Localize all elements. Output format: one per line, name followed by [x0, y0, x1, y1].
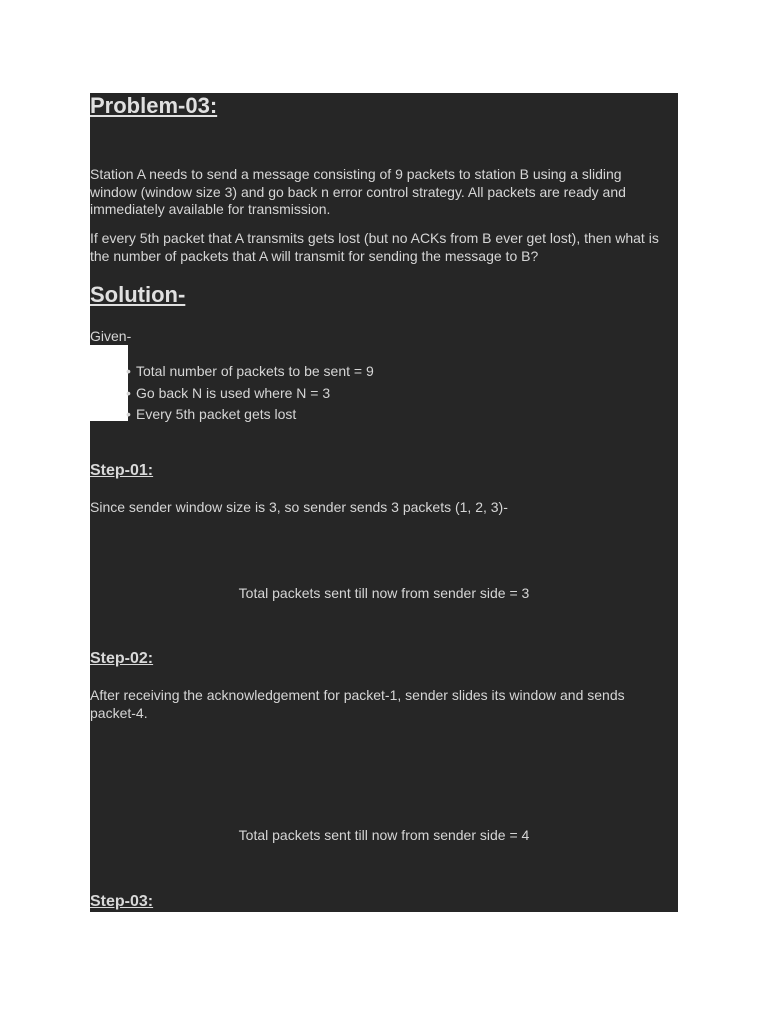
bullet-icon: • — [126, 363, 131, 379]
list-item: • Every 5th packet gets lost — [126, 404, 374, 426]
white-indent-block — [90, 345, 128, 421]
dark-content-block — [90, 93, 678, 912]
bullet-icon: • — [126, 406, 131, 422]
step-02-text: After receiving the acknowledgement for packet-1, sender slides its window and sends packet-4. — [90, 687, 625, 721]
step-01-text: Since sender window size is 3, so sender sends 3 packets (1, 2, 3)- — [90, 499, 508, 515]
problem-paragraph-2: If every 5th packet that A transmits gets lost (but no ACKs from B ever get lost), then what is the number of packets that A will transmit for sending the message to B? — [90, 230, 659, 264]
list-item: • Total number of packets to be sent = 9 — [126, 361, 374, 383]
given-list — [126, 361, 374, 426]
list-item: • Go back N is used where N = 3 — [126, 383, 374, 405]
bullet-icon: • — [126, 384, 131, 401]
step-01-title: Step-01: — [90, 462, 154, 479]
problem-title: Problem-03: — [90, 93, 218, 118]
step-02-total: Total packets sent till now from sender side = 4 — [238, 827, 530, 843]
step-01-total: Total packets sent till now from sender side = 3 — [238, 585, 530, 601]
problem-paragraph-1: Station A needs to send a message consisting of 9 packets to station B using a sliding window (window size 3) and go back n error control strategy. All packets are ready and immediately available for transmission. — [90, 166, 626, 217]
solution-title: Solution- — [90, 282, 186, 307]
step-03-title: Step-03: — [90, 893, 154, 910]
given-label: Given- — [90, 328, 132, 344]
step-02-title: Step-02: — [90, 650, 154, 667]
